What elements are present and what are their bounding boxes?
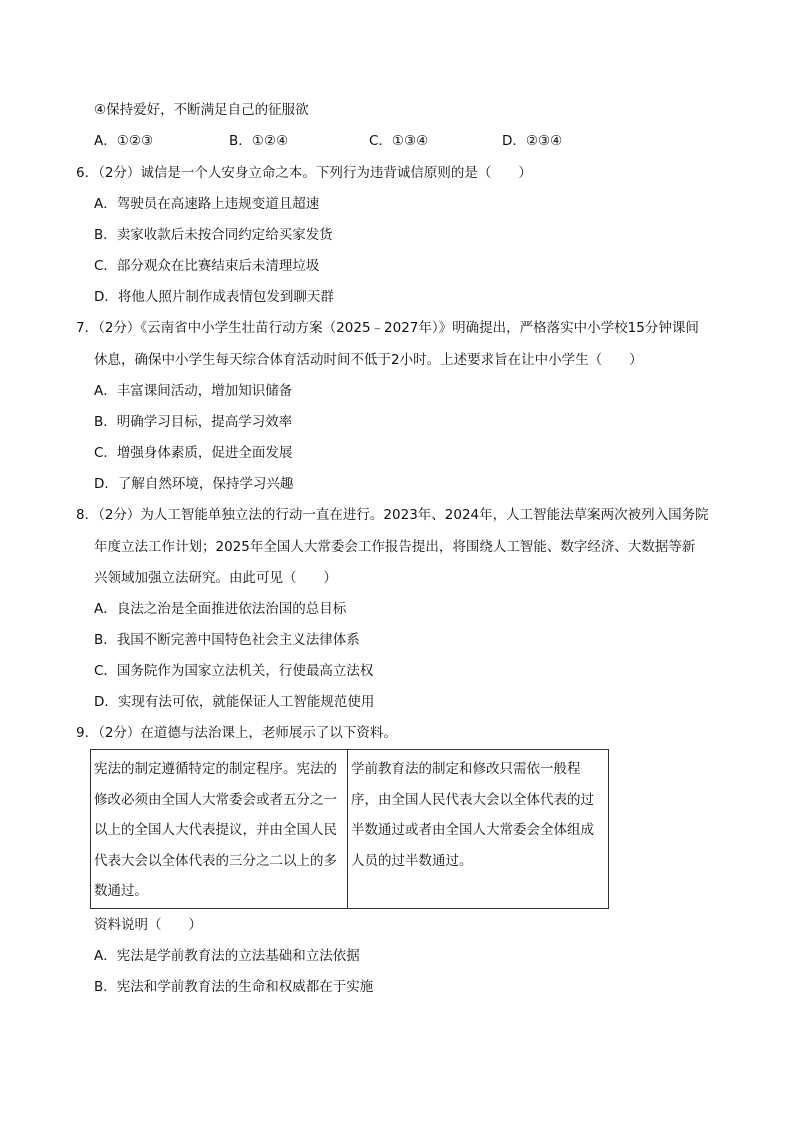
prev-statement-4: ④保持爱好，不断满足自己的征服欲 — [94, 102, 309, 118]
prev-option-b[interactable]: B．①②④ — [229, 133, 289, 149]
prev-options-row — [94, 131, 654, 151]
q9-after-text: 资料说明（ ） — [94, 917, 202, 933]
prev-option-a[interactable]: A．①②③ — [94, 133, 154, 149]
q9-material-table — [90, 749, 609, 909]
material-right-cell: 学前教育法的制定和修改只需依一般程序，由全国人民代表大会以全体代表的过半数通过或者由全国人大常委会全体组成人员的过半数通过。 — [348, 750, 609, 909]
q8-option-d[interactable]: D．实现有法可依，就能保证人工智能规范使用 — [94, 694, 375, 710]
q6-stem: 6．（2分）诚信是一个人安身立命之本。下列行为违背诚信原则的是（ ） — [76, 165, 532, 181]
q7-stem-line-2: 休息，确保中小学生每天综合体育活动时间不低于2小时。上述要求旨在让中小学生（ ） — [94, 352, 643, 368]
q8-option-b[interactable]: B．我国不断完善中国特色社会主义法律体系 — [94, 632, 360, 648]
prev-option-d[interactable]: D．②③④ — [502, 133, 563, 149]
q7-option-c[interactable]: C．增强身体素质，促进全面发展 — [94, 445, 293, 461]
q7-option-a[interactable]: A．丰富课间活动，增加知识储备 — [94, 383, 293, 399]
q6-option-a[interactable]: A．驾驶员在高速路上违规变道且超速 — [94, 196, 320, 212]
q8-stem-line-2: 年度立法工作计划；2025年全国人大常委会工作报告提出，将围绕人工智能、数字经济、大数据等新 — [94, 539, 696, 555]
q6-option-d[interactable]: D．将他人照片制作成表情包发到聊天群 — [94, 289, 334, 305]
prev-option-c[interactable]: C．①③④ — [369, 133, 429, 149]
q7-option-d[interactable]: D．了解自然环境，保持学习兴趣 — [94, 476, 294, 492]
q7-option-b[interactable]: B．明确学习目标，提高学习效率 — [94, 414, 293, 430]
q6-option-c[interactable]: C．部分观众在比赛结束后未清理垃圾 — [94, 258, 320, 274]
q9-option-b[interactable]: B．宪法和学前教育法的生命和权威都在于实施 — [94, 979, 374, 995]
q8-option-c[interactable]: C．国务院作为国家立法机关，行使最高立法权 — [94, 663, 374, 679]
q6-option-b[interactable]: B．卖家收款后未按合同约定给买家发货 — [94, 227, 333, 243]
q7-stem-line-1: 7．（2分）《云南省中小学生壮苗行动方案（2025﹣2027年）》明确提出，严格落实中小学校15分钟课间 — [76, 320, 699, 336]
q8-option-a[interactable]: A．良法之治是全面推进依法治国的总目标 — [94, 601, 347, 617]
q8-stem-line-3: 兴领域加强立法研究。由此可见（ ） — [94, 570, 337, 586]
q9-option-a[interactable]: A．宪法是学前教育法的立法基础和立法依据 — [94, 948, 360, 964]
material-left-cell: 宪法的制定遵循特定的制定程序。宪法的修改必须由全国人大常委会或者五分之一以上的全国人大代表提议，并由全国人民代表大会以全体代表的三分之二以上的多数通过。 — [91, 750, 348, 909]
q9-stem: 9．（2分）在道德与法治课上，老师展示了以下资料。 — [76, 725, 397, 741]
q8-stem-line-1: 8．（2分）为人工智能单独立法的行动一直在进行。2023年、2024年，人工智能法草案两次被列入国务院 — [76, 507, 709, 523]
